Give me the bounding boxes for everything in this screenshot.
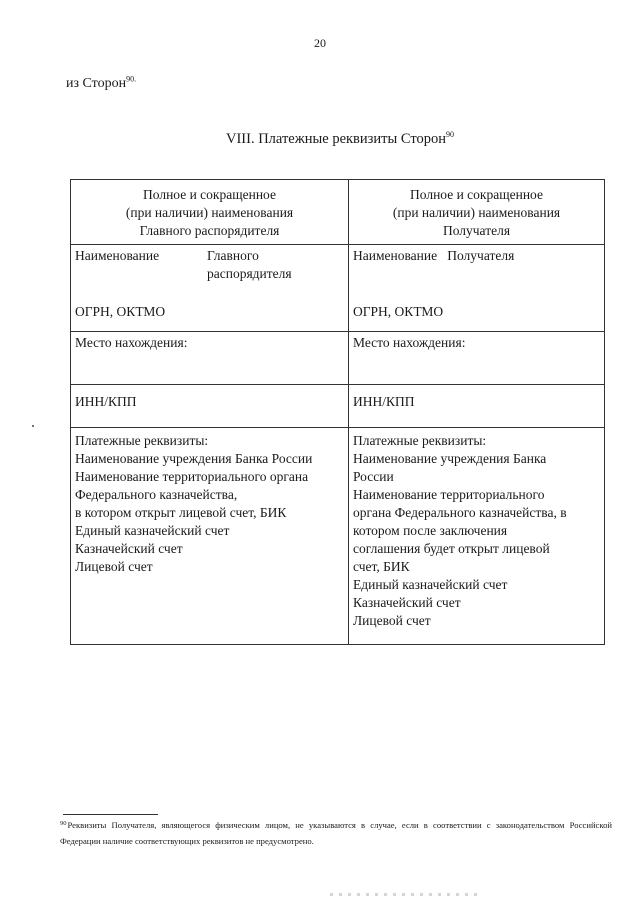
payment-line: Казначейский счет: [75, 541, 183, 556]
payment-row: [71, 428, 605, 645]
payment-line: Платежные реквизиты:: [353, 433, 487, 448]
header-row: [71, 180, 605, 245]
inn-kpp-cell-main-manager: [71, 385, 349, 428]
inn-kpp-label: ИНН/КПП: [353, 394, 415, 409]
name-label: Наименование Получателя: [353, 248, 515, 263]
location-cell-main-manager: Место нахождения:: [71, 332, 349, 385]
payment-line: России: [353, 469, 394, 484]
header-line: Получателя: [442, 223, 511, 238]
footnote-number: 90: [60, 820, 67, 827]
payment-line: Лицевой счет: [75, 559, 153, 574]
payment-cell-recipient: [349, 428, 605, 645]
header-cell-main-manager: [71, 180, 349, 245]
scan-dot: [32, 425, 34, 427]
payment-cell-main-manager: [71, 428, 349, 645]
payment-line: соглашения будет открыт лицевой: [353, 541, 550, 556]
page-number: 20: [314, 36, 326, 50]
section-title-text: VIII. Платежные реквизиты Сторон: [226, 131, 446, 147]
footnote-text: Реквизиты Получателя, являющегося физическим лицом, не указываются в случае, если в соответствии с законодательством Российской Федерации наличие соответствующих реквизитов не предусмотрено.: [60, 820, 612, 846]
payment-line: Платежные реквизиты:: [75, 433, 209, 448]
header-line: (при наличии) наименования: [392, 205, 561, 220]
footnote-divider: [63, 814, 158, 815]
inn-kpp-cell-recipient: [349, 385, 605, 428]
footnote-ref: 90.: [126, 74, 137, 84]
location-cell-recipient: Место нахождения:: [349, 332, 605, 385]
payment-line: Единый казначейский счет: [353, 577, 508, 592]
ogrn-oktmo-label: ОГРН, ОКТМО: [353, 304, 444, 319]
name-label: [75, 247, 344, 283]
payment-line: в котором открыт лицевой счет, БИК: [75, 505, 287, 520]
continuation-words: из Сторон: [66, 76, 127, 91]
header-line: Главного распорядителя: [139, 223, 280, 238]
payment-line: Наименование учреждения Банка России: [75, 451, 313, 466]
payment-line: Федерального казначейства,: [75, 487, 238, 502]
header-line: Полное и сокращенное: [410, 187, 543, 202]
payment-line: Лицевой счет: [353, 613, 431, 628]
name-row: [71, 245, 605, 332]
payment-line: органа Федерального казначейства, в: [353, 505, 567, 520]
header-line: (при наличии) наименования: [125, 205, 294, 220]
payment-line: счет, БИК: [353, 559, 410, 574]
payment-line: Наименование учреждения Банка: [353, 451, 547, 466]
footnote: [60, 818, 612, 849]
payment-line: Единый казначейский счет: [75, 523, 230, 538]
inn-kpp-row: [71, 385, 605, 428]
payment-line: Наименование территориального органа: [75, 469, 309, 484]
name-cell-main-manager: [71, 245, 349, 332]
payment-line: Наименование территориального: [353, 487, 545, 502]
payment-line: Казначейский счет: [353, 595, 461, 610]
continuation-text: [66, 76, 136, 92]
section-title-footnote-ref: 90: [446, 130, 454, 140]
header-cell-recipient: [349, 180, 605, 245]
name-label-role: Главного распорядителя: [207, 248, 292, 281]
location-row: [71, 332, 605, 385]
inn-kpp-label: ИНН/КПП: [75, 394, 137, 409]
name-label-word: Наименование: [75, 248, 160, 263]
payment-details-table: [70, 179, 605, 645]
header-line: Полное и сокращенное: [143, 187, 276, 202]
name-cell-recipient: [349, 245, 605, 332]
ogrn-oktmo-label: ОГРН, ОКТМО: [75, 304, 166, 319]
section-title: [0, 131, 640, 148]
scan-artifact: [330, 893, 480, 896]
payment-line: котором после заключения: [353, 523, 508, 538]
